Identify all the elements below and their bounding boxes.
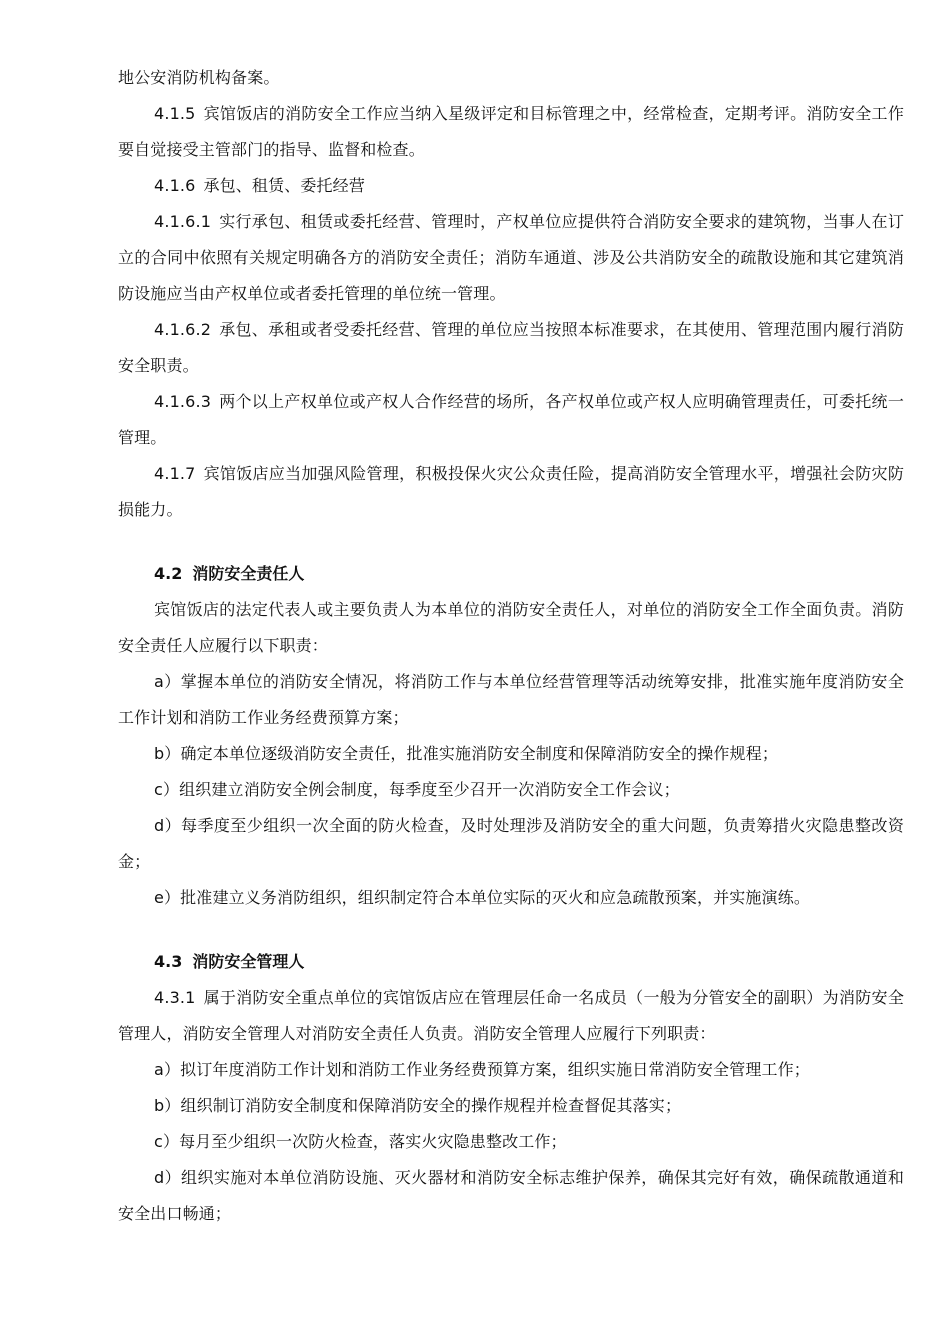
paragraph-4-1-5: 4.1.5 宾馆饭店的消防安全工作应当纳入星级评定和目标管理之中，经常检查，定期考评。消防安全工作要自觉接受主管部门的指导、监督和检查。 — [118, 104, 904, 159]
list-item-a: a）拟订年度消防工作计划和消防工作业务经费预算方案，组织实施日常消防安全管理工作； — [154, 1060, 810, 1079]
list-item-d: d）组织实施对本单位消防设施、灭火器材和消防安全标志维护保养，确保其完好有效，确保疏散通道和安全出口畅通； — [118, 1168, 904, 1223]
section-heading-4-2 — [118, 556, 904, 592]
clause-number: 4.1.6 — [154, 176, 196, 195]
list-item-e: e）批准建立义务消防组织，组织制定符合本单位实际的灭火和应急疏散预案，并实施演练。 — [154, 888, 810, 907]
list-item-c: c）每月至少组织一次防火检查，落实火灾隐患整改工作； — [154, 1132, 567, 1151]
paragraph: 地公安消防机构备案。 — [118, 68, 280, 87]
list-item-b: b）组织制订消防安全制度和保障消防安全的操作规程并检查督促其落实； — [154, 1096, 682, 1115]
clause-number: 4.3.1 — [154, 988, 196, 1007]
spacer — [118, 528, 904, 556]
paragraph: 宾馆饭店的法定代表人或主要负责人为本单位的消防安全责任人，对单位的消防安全工作全面负责。消防安全责任人应履行以下职责： — [118, 600, 904, 655]
section-heading-4-3 — [118, 944, 904, 980]
section-number: 4.3 — [154, 952, 183, 971]
paragraph-4-1-6-3: 4.1.6.3 两个以上产权单位或产权人合作经营的场所，各产权单位或产权人应明确管理责任，可委托统一管理。 — [118, 392, 904, 447]
clause-number: 4.1.7 — [154, 464, 196, 483]
document-body — [118, 60, 904, 1232]
list-item-d: d）每季度至少组织一次全面的防火检查，及时处理涉及消防安全的重大问题，负责筹措火灾隐患整改资金； — [118, 816, 904, 871]
section-title: 消防安全管理人 — [192, 952, 305, 971]
paragraph-4-1-6: 4.1.6 承包、租赁、委托经营 — [154, 176, 365, 195]
paragraph-4-1-7: 4.1.7 宾馆饭店应当加强风险管理，积极投保火灾公众责任险，提高消防安全管理水平，增强社会防灾防损能力。 — [118, 464, 904, 519]
clause-number: 4.1.6.1 — [154, 212, 212, 231]
paragraph-4-3-1: 4.3.1 属于消防安全重点单位的宾馆饭店应在管理层任命一名成员（一般为分管安全的副职）为消防安全管理人，消防安全管理人对消防安全责任人负责。消防安全管理人应履行下列职责： — [118, 988, 904, 1043]
list-item-a: a）掌握本单位的消防安全情况，将消防工作与本单位经营管理等活动统筹安排，批准实施年度消防安全工作计划和消防工作业务经费预算方案； — [118, 672, 904, 727]
spacer — [118, 916, 904, 944]
clause-number: 4.1.6.3 — [154, 392, 212, 411]
list-item-c: c）组织建立消防安全例会制度，每季度至少召开一次消防安全工作会议； — [154, 780, 680, 799]
paragraph-4-1-6-2: 4.1.6.2 承包、承租或者受委托经营、管理的单位应当按照本标准要求，在其使用、管理范围内履行消防安全职责。 — [118, 320, 904, 375]
clause-number: 4.1.5 — [154, 104, 196, 123]
paragraph-4-1-6-1: 4.1.6.1 实行承包、租赁或委托经营、管理时，产权单位应提供符合消防安全要求的建筑物，当事人在订立的合同中依照有关规定明确各方的消防安全责任；消防车通道、涉及公共消防安全的疏散设施和其它建筑消防设施应当由产权单位或者委托管理的单位统一管理。 — [118, 212, 904, 303]
clause-number: 4.1.6.2 — [154, 320, 212, 339]
list-item-b: b）确定本单位逐级消防安全责任，批准实施消防安全制度和保障消防安全的操作规程； — [154, 744, 779, 763]
section-title: 消防安全责任人 — [192, 564, 305, 583]
section-number: 4.2 — [154, 564, 183, 583]
